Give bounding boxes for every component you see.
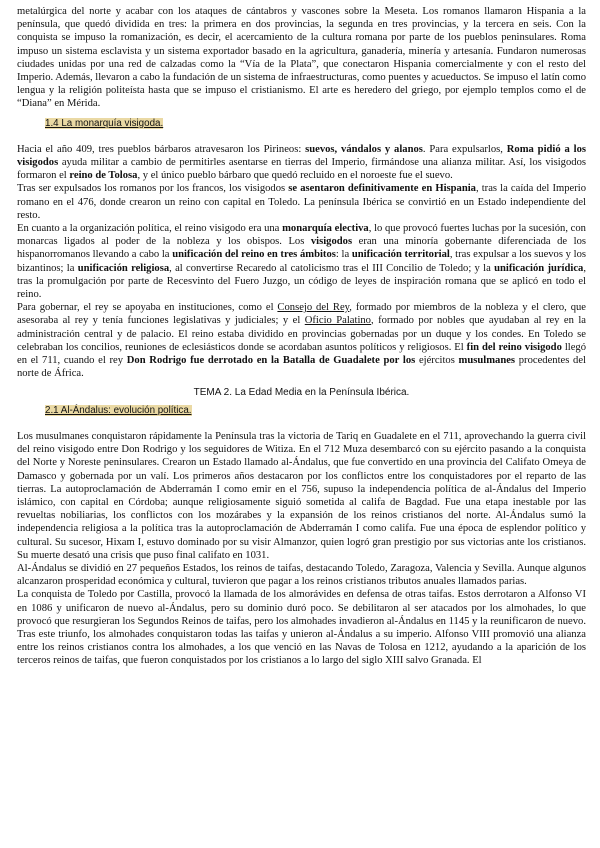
text-run: , lo que provocó fuertes luchas por la sucesión, con monarcas ligados al poder de la nobleza y los obispos. Los (17, 223, 586, 248)
text-run: : la (335, 249, 352, 261)
section-heading-text: 2.1 Al-Ándalus: evolución política. (45, 404, 192, 416)
text-run: , tras expulsar a los suevos y los bizantinos; la (17, 249, 587, 274)
text-run: ejércitos (415, 355, 459, 367)
bold-run: unificación religiosa (77, 262, 170, 274)
paragraph-almoravides (17, 588, 586, 667)
paragraph-pueblos-barbaros (17, 143, 586, 183)
bold-run: unificación territorial (351, 249, 450, 261)
text-run: . Para expulsarlos, (422, 143, 507, 155)
bold-run: musulmanes (458, 355, 516, 367)
bold-run: se asentaron definitivamente en Hispania (288, 183, 476, 195)
text-run: , al convertirse Recaredo al catolicismo tras el III Concilio de Toledo; y la (169, 262, 495, 274)
text-run: , tras la caída del Imperio romano en el 476, donde crearon un reino con capital en Toledo. La península Ibérica se convirtió en un Estado independiente del resto. (17, 183, 587, 221)
paragraph-asentamiento (17, 182, 586, 222)
text-run: Hacia el año 409, tres pueblos bárbaros atravesaron los Pirineos: (17, 143, 306, 155)
spacer (17, 130, 586, 143)
section-heading-2-1 (45, 404, 586, 417)
paragraph-text: Los musulmanes conquistaron rápidamente la Península tras la victoria de Tariq en Guadalete en el 711, aprovechando la guerra civil del reino visigodo entre Don Rodrigo y los seguidores de Witiza. En el 712 Muza desembarcó con su ejército pasando a la conquista del Norte y Noreste peninsulares. Crearon un Estado llamado al-Ándalus, que fue convertido en una provincia del Califato Omeya de Damasco y gobernada por un valí. Los primeros años destacaron por los conflictos entre los conquistadores por el reparto de las tierras. La autoproclamación de Abderramán I como emir en el 756, supuso la independencia política de al-Ándalus del Imperio islámico, con capital en Córdoba; aunque religiosamente siguió sometida al califa de Bagdad. Fue una etapa inestable por las revueltas nobiliarias, los conflictos con los mozárabes y la expansión de los reinos cristianos del norte. Al-Ándalus sumó la independencia religiosa a la política tras la autoproclamación de Abderramán I como califa. Fue una época de esplendor político y cultural. Su sucesor, Hixam I, estuvo dominado por su visir Almanzor, quien logró gran prestigio por sus victorias ante los cristianos. Su muerte desató una crisis que puso final califato en 1031. (17, 430, 586, 561)
underlined-run: Oficio Palatino (304, 315, 371, 327)
text-run: , formado por nobles que ayudaban al rey en la administración central y de palacio. El reino estaba dividido en provincias gobernadas por un duque y los condes. En Toledo se celebraban los concilios, reuniones de eclesiásticos donde se acordaban asuntos políticos y religiosos. El (17, 315, 586, 353)
bold-run: Roma pidió a los visigodos (17, 143, 586, 169)
spacer (17, 417, 586, 430)
paragraph-romanizacion (17, 5, 586, 111)
text-run: ayuda militar a cambio de permitirles asentarse en tierras del Imperio, firmándose una alianza militar. Así, los visigodos formaron el (17, 157, 586, 182)
text-run: procedentes del norte de África. (17, 355, 586, 380)
text-run: En cuanto a la organización política, el reino visigodo era una (17, 223, 283, 235)
bold-run: fin del reino visigodo (466, 341, 562, 353)
paragraph-taifas (17, 562, 586, 588)
section-heading-1-4 (45, 117, 586, 130)
paragraph-text: Al-Ándalus se dividió en 27 pequeños Estados, los reinos de taifas, destacando Toledo, Zaragoza, Valencia y Sevilla. Aunque algunos alcanzaron prosperidad económica y cultural, tuvieron que pagar a los reinos cristianos tributos anuales llamados parias. (17, 562, 586, 588)
bold-run: suevos, vándalos y alanos (305, 143, 423, 155)
text-run: Tras ser expulsados los romanos por los francos, los visigodos (17, 183, 289, 195)
bold-run: Don Rodrigo fue derrotado en la Batalla de Guadalete por los (126, 355, 416, 367)
paragraph-instituciones (17, 301, 586, 380)
text-run: llegó en el 711, cuando el rey (17, 341, 587, 367)
text-run: , tras la promulgación por parte de Recesvinto del Fuero Juzgo, un código de leyes de inspiración romana que se aplicó en todo el reino. (17, 262, 586, 301)
section-heading-text: 1.4 La monarquía visigoda. (45, 117, 164, 129)
bold-run: monarquía electiva (282, 223, 369, 235)
paragraph-text: metalúrgica del norte y acabar con los ataques de cántabros y vascones sobre la Meseta. Los romanos llamaron Hispania a la península, que quedó dividida en tres: la primera en dos provincias, la segunda en tres provincias, y la tercera en seis. Con la conquista se impuso la romanización, es decir, el acercamiento de la cultura romana por parte de los pueblos peninsulares. Roma impuso un sistema esclavista y un sistema exportador basado en la agricultura, ganadería, minería y artesanía. Fundaron numerosas ciudades unidas por una red de calzadas como la “Vía de la Plata”, que conectaron Hispania comercialmente y con el resto del Imperio. Además, llevaron a cabo la fundación de un sistema de infraestructuras, como puentes y acueductos. Se impuso el latín como lengua y la religión politeísta hasta que se impuso el cristianismo. El arte es heredero del griego, por ejemplo templos como el de “Diana” en Mérida. (17, 6, 586, 110)
bold-run: reino de Tolosa (69, 170, 138, 182)
chapter-title: TEMA 2. La Edad Media en la Península Ibérica. (193, 387, 410, 399)
text-run: , formado por miembros de la nobleza y el clero, que asesoraba al rey y tenía funciones legislativas y judiciales; y el (17, 302, 587, 327)
text-run: , y el único pueblo bárbaro que quedó recluido en el noroeste fue el suevo. (137, 170, 453, 182)
paragraph-organizacion-politica (17, 222, 586, 301)
paragraph-conquista-musulmana (17, 430, 586, 562)
bold-run: visigodos (310, 236, 353, 248)
underlined-run: Consejo del Rey (277, 302, 350, 314)
bold-run: unificación del reino en tres ámbitos (172, 249, 336, 261)
bold-run: unificación jurídica (494, 262, 584, 274)
text-run: Para gobernar, el rey se apoyaba en instituciones, como el (17, 302, 278, 314)
text-run: eran una minoría gobernante diferenciada de los hispanorromanos llevando a cabo la (17, 236, 586, 261)
paragraph-text: La conquista de Toledo por Castilla, provocó la llamada de los almorávides en defensa de otras taifas. Estos derrotaron a Alfonso VI en 1086 y unificaron de nuevo al-Ándalus, pero su dominio duró poco. Se debilitaron al ser atacados por los almohades, lo que provocó que resurgieran los Segundos Reinos de taifas, pero los almohades invadieron al-Ándalus en 1145 y la reunificaron de nuevo. Tras este triunfo, los almohades conquistaron todas las taifas y unieron al-Ándalus a su imperio. Alfonso VIII promovió una alianza entre los reinos cristianos contra los almohades, a los que venció en las Navas de Tolosa en 1212, ayudando a la aparición de los terceros reinos de taifas, que fueron conquistados por los cristianos a lo largo del siglo XIII salvo Granada. El (17, 589, 586, 667)
